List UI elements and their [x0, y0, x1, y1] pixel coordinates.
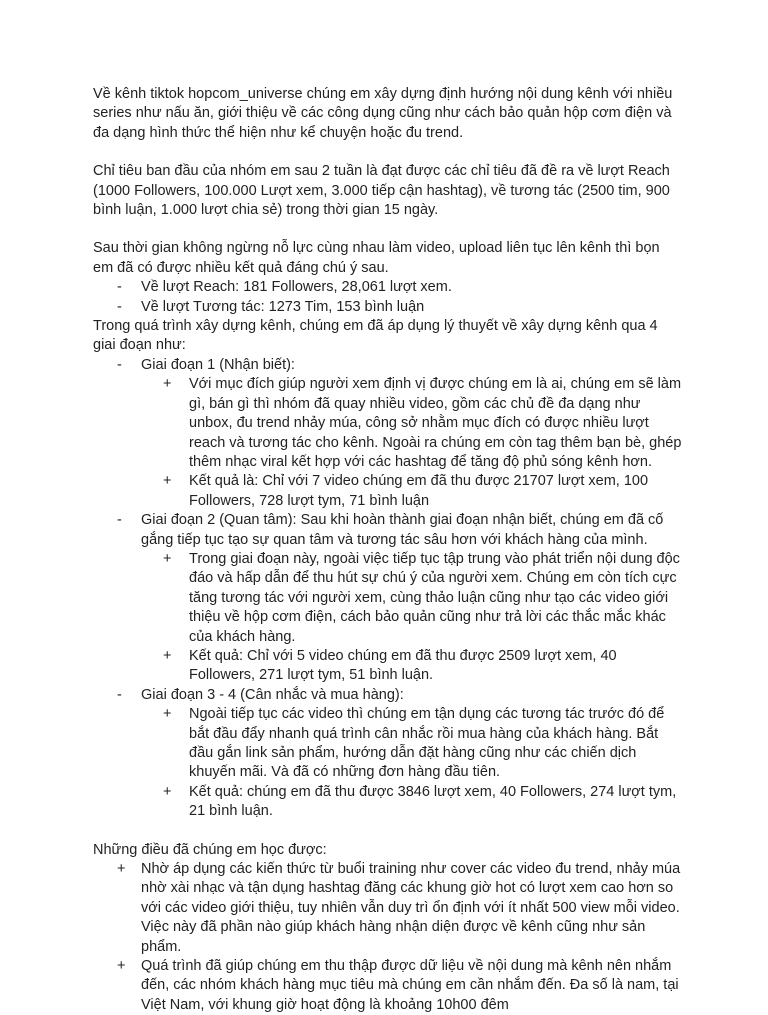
plus-marker: +: [117, 861, 126, 878]
stage-title: Giai đoạn 3 - 4 (Cân nhắc và mua hàng):: [141, 686, 404, 703]
stage-item: [93, 550, 683, 647]
stage-item-text: Trong giai đoạn này, ngoài việc tiếp tục tập trung vào phát triển nội dung độc đáo và hấp dẫn để thu hút sự chú ý của người xem. Chúng em còn tích cực tăng tương tác với người xem, cùng thảo luận cũng như tạo các video giới thiệu về hộp cơm điện, cách bảo quản cũng như trả lời các thắc mắc khác của khách hàng.: [189, 550, 680, 645]
result-text: Về lượt Reach: 181 Followers, 28,061 lượt xem.: [141, 279, 452, 296]
plus-marker: +: [163, 706, 172, 723]
result-item: [93, 278, 683, 297]
results-intro-paragraph: Sau thời gian không ngừng nỗ lực cùng nhau làm video, upload liên tục lên kênh thì bọn em đã có được nhiều kết quả đáng chú ý sau.: [93, 240, 660, 276]
stage-item: [93, 375, 683, 472]
stage-item: [93, 705, 683, 783]
learned-text: Quá trình đã giúp chúng em thu thập được dữ liệu về nội dung mà kênh nên nhắm đến, các nhóm khách hàng mục tiêu mà chúng em cần nhắm đến. Đa số là nam, tại Việt Nam, với khung giờ hoạt động là khoảng 10h00 đêm: [141, 958, 679, 1013]
dash-marker: -: [117, 279, 122, 296]
stage-item-text: Ngoài tiếp tục các video thì chúng em tận dụng các tương tác trước đó để bắt đầu đẩy nhanh quá trình cân nhắc rồi mua hàng của khách hàng. Bắt đầu gắn link sản phẩm, hướng dẫn đặt hàng cũng như các chiến dịch khuyến mãi. Và đã có những đơn hàng đầu tiên.: [189, 706, 665, 781]
learned-heading: Những điều đã chúng em học được:: [93, 841, 327, 858]
plus-marker: +: [117, 958, 126, 975]
stage-title: Giai đoạn 2 (Quan tâm): Sau khi hoàn thành giai đoạn nhận biết, chúng em đã cố gắng tiếp tục tạo sự quan tâm và tương tác sâu hơn với khách hàng của mình.: [141, 512, 664, 548]
dash-marker: -: [117, 686, 122, 703]
stage-item: [93, 472, 683, 511]
stage-heading: [93, 511, 683, 550]
plus-marker: +: [163, 783, 172, 800]
dash-marker: -: [117, 512, 122, 529]
stage-item-text: Kết quả là: Chỉ với 7 video chúng em đã thu được 21707 lượt xem, 100 Followers, 728 lượt tym, 71 bình luận: [189, 473, 649, 509]
stage-title: Giai đoạn 1 (Nhận biết):: [141, 356, 295, 373]
stages-intro-paragraph: Trong quá trình xây dựng kênh, chúng em đã áp dụng lý thuyết về xây dựng kênh qua 4 giai đoạn như:: [93, 318, 658, 354]
plus-marker: +: [163, 376, 172, 393]
stage-item: [93, 647, 683, 686]
stage-item: [93, 783, 683, 822]
learned-item: [93, 860, 683, 957]
plus-marker: +: [163, 550, 172, 567]
learned-item: [93, 957, 683, 1015]
stage-item-text: Kết quả: chúng em đã thu được 3846 lượt xem, 40 Followers, 274 lượt tym, 21 bình luận.: [189, 783, 677, 820]
dash-marker: -: [117, 356, 122, 373]
plus-marker: +: [163, 647, 172, 664]
stage-item-text: Với mục đích giúp người xem định vị được chúng em là ai, chúng em sẽ làm gì, bán gì thì nhóm đã quay nhiều video, gồm các chủ đề đa dạng như unbox, đu trend nhảy múa, công sở nhằm mục đích có được nhiều lượt reach và tương tác cho kênh. Ngoài ra chúng em còn tag thêm bạn bè, ghép thêm nhạc viral kết hợp với các hashtag để tăng độ phủ sóng kênh hơn.: [189, 376, 682, 470]
learned-text: Nhờ áp dụng các kiến thức từ buổi training như cover các video đu trend, nhảy múa nhờ xài nhạc và tận dụng hashtag đăng các khung giờ hot có lượt xem cao hơn so với các video giới thiệu, tuy nhiên vẫn duy trì ổn định với ít nhất 500 view mỗi video. Việc này đã phần nào giúp khách hàng nhận diện được về kênh cũng như sản phẩm.: [141, 861, 681, 955]
stage-heading: [93, 686, 683, 705]
stage-heading: [93, 356, 683, 375]
result-text: Về lượt Tương tác: 1273 Tim, 153 bình luận: [141, 298, 425, 315]
result-item: [93, 298, 683, 317]
stage-item-text: Kết quả: Chỉ với 5 video chúng em đã thu được 2509 lượt xem, 40 Followers, 271 lượt tym, 51 bình luận.: [189, 647, 617, 684]
goals-paragraph: Chỉ tiêu ban đầu của nhóm em sau 2 tuần là đạt được các chỉ tiêu đã đề ra về lượt Reach (1000 Followers, 100.000 Lượt xem, 3.000 tiếp cận hashtag), về tương tác (2500 tim, 900 bình luận, 1.000 lượt chia sẻ) trong thời gian 15 ngày.: [93, 163, 670, 219]
plus-marker: +: [163, 473, 172, 490]
dash-marker: -: [117, 298, 122, 315]
intro-paragraph: Về kênh tiktok hopcom_universe chúng em xây dựng định hướng nội dung kênh với nhiều series như nấu ăn, giới thiệu về các công dụng cũng như cách bảo quản hộp cơm điện và đa dạng hình thức thể hiện như kể chuyện hoặc đu trend.: [93, 86, 673, 141]
document-page: [93, 85, 683, 1015]
